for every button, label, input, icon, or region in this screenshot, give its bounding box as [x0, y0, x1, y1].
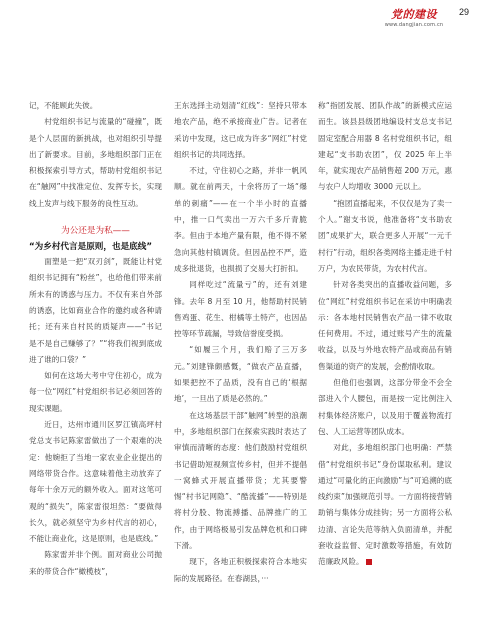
article-column-2: [174, 98, 307, 587]
section-heading: “为乡村代言是原则，也是底线”: [29, 242, 153, 253]
paragraph: “抱团直播起来，不仅仅是为了卖一个人。”谢支书说，他准备将“支书助农团”成果扩大，联合更多人开展“一元千村行”行动，组织各类网络主播走进千村万户，为农民带货，为农村代言。: [318, 198, 452, 273]
logo-text: 党的建设: [391, 8, 437, 21]
paragraph: 在这场基层干部“触网”转型的浪潮中，多地组织部门在探索实践时表达了审慎而清晰的态度：他们鼓励村党组织书记借助短视频宣传乡村，但并不提倡一窝蜂式开展直播带货；尤其要警惕“村书记网隐”、“酷流播”——特别是将村分股、物流搏播、品牌推广的工作，由于网络极易引发品牌危机和口碑下滑。: [174, 410, 307, 551]
end-of-article-mark: [366, 559, 372, 565]
logo-url: www.dangjian.com.cn: [384, 22, 444, 28]
magazine-logo: [383, 8, 445, 40]
paragraph: 记，不能顾此失彼。: [29, 101, 98, 110]
article-column-3: [318, 98, 452, 571]
paragraph: “如履三个月，我们赔了三万多元。”刘建锋颇感慨，“做农产品直播，如果把控不了品质，没有自己的‘根据地’，一旦出了质是必然的。”: [174, 345, 307, 404]
article-column-1: [29, 98, 162, 580]
paragraph: 同样吃过“流量亏”的，还有刘建锋。去年 8 月至 10 月，他帮助村民销售鸡蛋、花生、柑橘等土特产，也因品控等环节疏漏，导致信誉度受损。: [174, 280, 307, 339]
section-subheading: 为公还是为私——: [61, 226, 130, 237]
paragraph-text: 对此，多地组织部门也明确：严禁借“村党组织书记”身份谋取私利。建议通过“可量化的正向激励”与“可追溯的底线约束”加强规范引导。一方面将接营销助销与集体分成挂钩；另一方面将公私边清、言论失范等纳入负面清单，并配套收益监督、定时激数等措施，有效防范廉政风险。: [318, 443, 452, 567]
paragraph: 村党组织书记与流量的“碰撞”，既是个人层面的新挑战，也对组织引导提出了新要求。目前，多地组织部门正在积极探索引导方式，帮助村党组织书记在“触网”中找准定位、发挥专长，实现线上发声与线下服务的良性互动。: [29, 117, 162, 208]
paragraph-last: [318, 440, 452, 570]
paragraph: 陈家雷并非个例。面对商业公司抛来的带货合作“橄榄枝”，: [29, 550, 162, 576]
paragraph: 如何在这场大考中守住初心，成为每一位“网红”村党组织书记必须回答的现实课题。: [29, 371, 162, 413]
paragraph: 现下，各地正积极探索符合本地实际的发展路径。在春湖县，···: [174, 557, 307, 583]
page-number: 29: [458, 7, 469, 17]
paragraph: 但他们也强调，这部分带金不会全部进入个人腰包，而是按一定比例注入村集体经济账户，以及用于覆盖物流打包、人工运营等团队成本。: [318, 378, 452, 436]
paragraph: 针对各类突出的直播收益问题，多位“网红”村党组织书记在采访中明确表示：各本地村民销售农产品一律不收取任何费用。不过，通过账号产生的流量收益，以及与外地农特产品或商品有销售渠道的资产的发展，会酌情收取。: [318, 280, 452, 371]
paragraph: 近日，达州市通川区罗江镇高坪村党总支书记陈家雷做出了一个艰难的决定：他婉拒了当地一家农业企业提出的网络带货合作。这意味着他主动放弃了每年十余万元的额外收入。面对这笔可观的“损失”，陈家雷很坦然：“要做得长久，就必须坚守为乡村代言的初心，不能让商业化，这是原则，也是底线。”: [29, 420, 162, 544]
paragraph: 不过，守住初心之路，并非一帆风顺。就在前两天，十余将历了一场“爆单的刺痛”——在一个半小时的直播中，推一口气卖出一万六千多斤青脆李。但由于本地产量有限，他不得不紧急向其他村镇调货。但因品控不严，造成多批退货，也损损了交易大打折扣。: [174, 166, 307, 273]
paragraph: 面塑是一把“双刃剑”，既能让村党组织书记拥有“粉丝”，也给他们带来前所未有的诱惑与压力。不仅有来自外部的诱惑，比如商业合作的邀约或各种请托；还有来自村民的质疑声——“书记是不是自己赚够了？”“将我们视到底成进了谁的口袋？”: [29, 257, 162, 364]
page-header: [0, 0, 485, 62]
paragraph: 称“指团发展、团队作战”的新模式应运而生。该县县级团地编设村支总支书记固定室配合用器 8 名村党组织书记，组建起“支书助农团”，仅 2025 年上半年，就实现农产品销售超 200 万元，惠与农户人均增收 3000 元以上。: [318, 101, 452, 192]
paragraph: 王东选择主动划清“红线”：坚持只带本地农产品，绝不承接商业广告。记者在采访中发现，这已成为许多“网红”村党组织书记的共同选择。: [174, 101, 307, 159]
